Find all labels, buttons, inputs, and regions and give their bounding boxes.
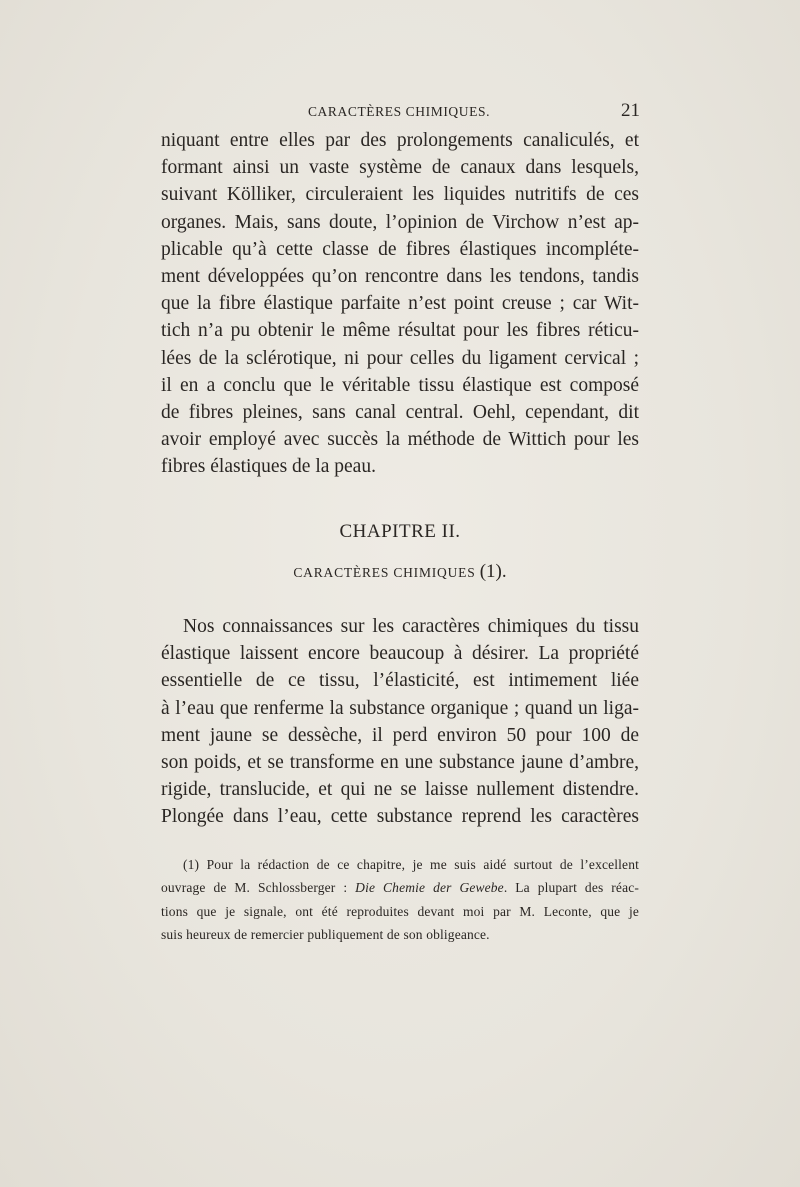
footnote-line: suis heureux de remercier publiquement de son obligeance. xyxy=(161,927,490,943)
text-line: de fibres pleines, sans canal central. Oehl, cependant, dit xyxy=(161,402,639,424)
text-line: tich n’a pu obtenir le même résultat pour les fibres réticu- xyxy=(161,320,639,342)
text-line: niquant entre elles par des prolongements canaliculés, et xyxy=(161,130,639,151)
book-title: Die Chemie der Gewebe xyxy=(355,880,504,896)
footnote-text: ouvrage de M. Schlossberger : xyxy=(161,880,356,896)
text-line: formant ainsi un vaste système de canaux dans lesquels, xyxy=(161,157,639,179)
text-line: il en a conclu que le véritable tissu élastique est composé xyxy=(161,374,639,396)
text-line: à l’eau que renferme la substance organique ; quand un liga- xyxy=(161,697,639,719)
footnote-line: (1) Pour la rédaction de ce chapitre, je me suis aidé surtout de l’excellent xyxy=(183,857,639,872)
text-line: Plongée dans l’eau, cette substance reprend les caractères xyxy=(161,806,639,828)
text-line: essentielle de ce tissu, l’élasticité, est intimement liée xyxy=(161,670,639,692)
footnote-reference: (1). xyxy=(479,561,507,582)
running-title: CARACTÈRES CHIMIQUES. xyxy=(307,104,491,119)
text-line: organes. Mais, sans doute, l’opinion de Virchow n’est ap- xyxy=(161,211,639,233)
text-line: lées de la sclérotique, ni pour celles du ligament cervical ; xyxy=(161,347,639,369)
text-line: ment jaune se dessèche, il perd environ 50 pour 100 de xyxy=(161,724,639,746)
text-line: élastique laissent encore beaucoup à désirer. La propriété xyxy=(161,643,639,665)
paragraph-chemistry xyxy=(161,613,639,831)
text-line: avoir employé avec succès la méthode de Wittich pour les xyxy=(161,429,639,451)
text-line: Nos connaissances sur les caractères chimiques du tissu xyxy=(183,616,639,637)
text-line: son poids, et se transforme en une substance jaune d’ambre, xyxy=(161,752,639,774)
chapter-subtitle-text: CARACTÈRES CHIMIQUES xyxy=(293,565,476,580)
chapter-title: CHAPITRE II. xyxy=(339,521,461,542)
footnote xyxy=(161,853,639,947)
text-line: plicable qu’à cette classe de fibres élastiques incompléte- xyxy=(161,238,639,260)
paragraph-continuation xyxy=(161,127,639,481)
page-number: 21 xyxy=(621,100,640,121)
chapter-subtitle xyxy=(161,561,639,583)
running-head xyxy=(160,101,638,123)
text-line: rigide, translucide, et qui ne se laisse nullement distendre. xyxy=(161,779,639,801)
footnote-text: . La plupart des réac- xyxy=(503,880,640,896)
footnote-line xyxy=(161,876,639,899)
text-line: fibres élastiques de la peau. xyxy=(161,456,376,478)
footnote-line: tions que je signale, ont été reproduites devant moi par M. Leconte, que je xyxy=(161,903,639,919)
text-line: que la fibre élastique parfaite n’est point creuse ; car Wit- xyxy=(161,293,639,315)
text-line: ment développées qu’on rencontre dans les tendons, tandis xyxy=(161,266,639,288)
text-line: suivant Kölliker, circuleraient les liquides nutritifs de ces xyxy=(161,184,639,206)
